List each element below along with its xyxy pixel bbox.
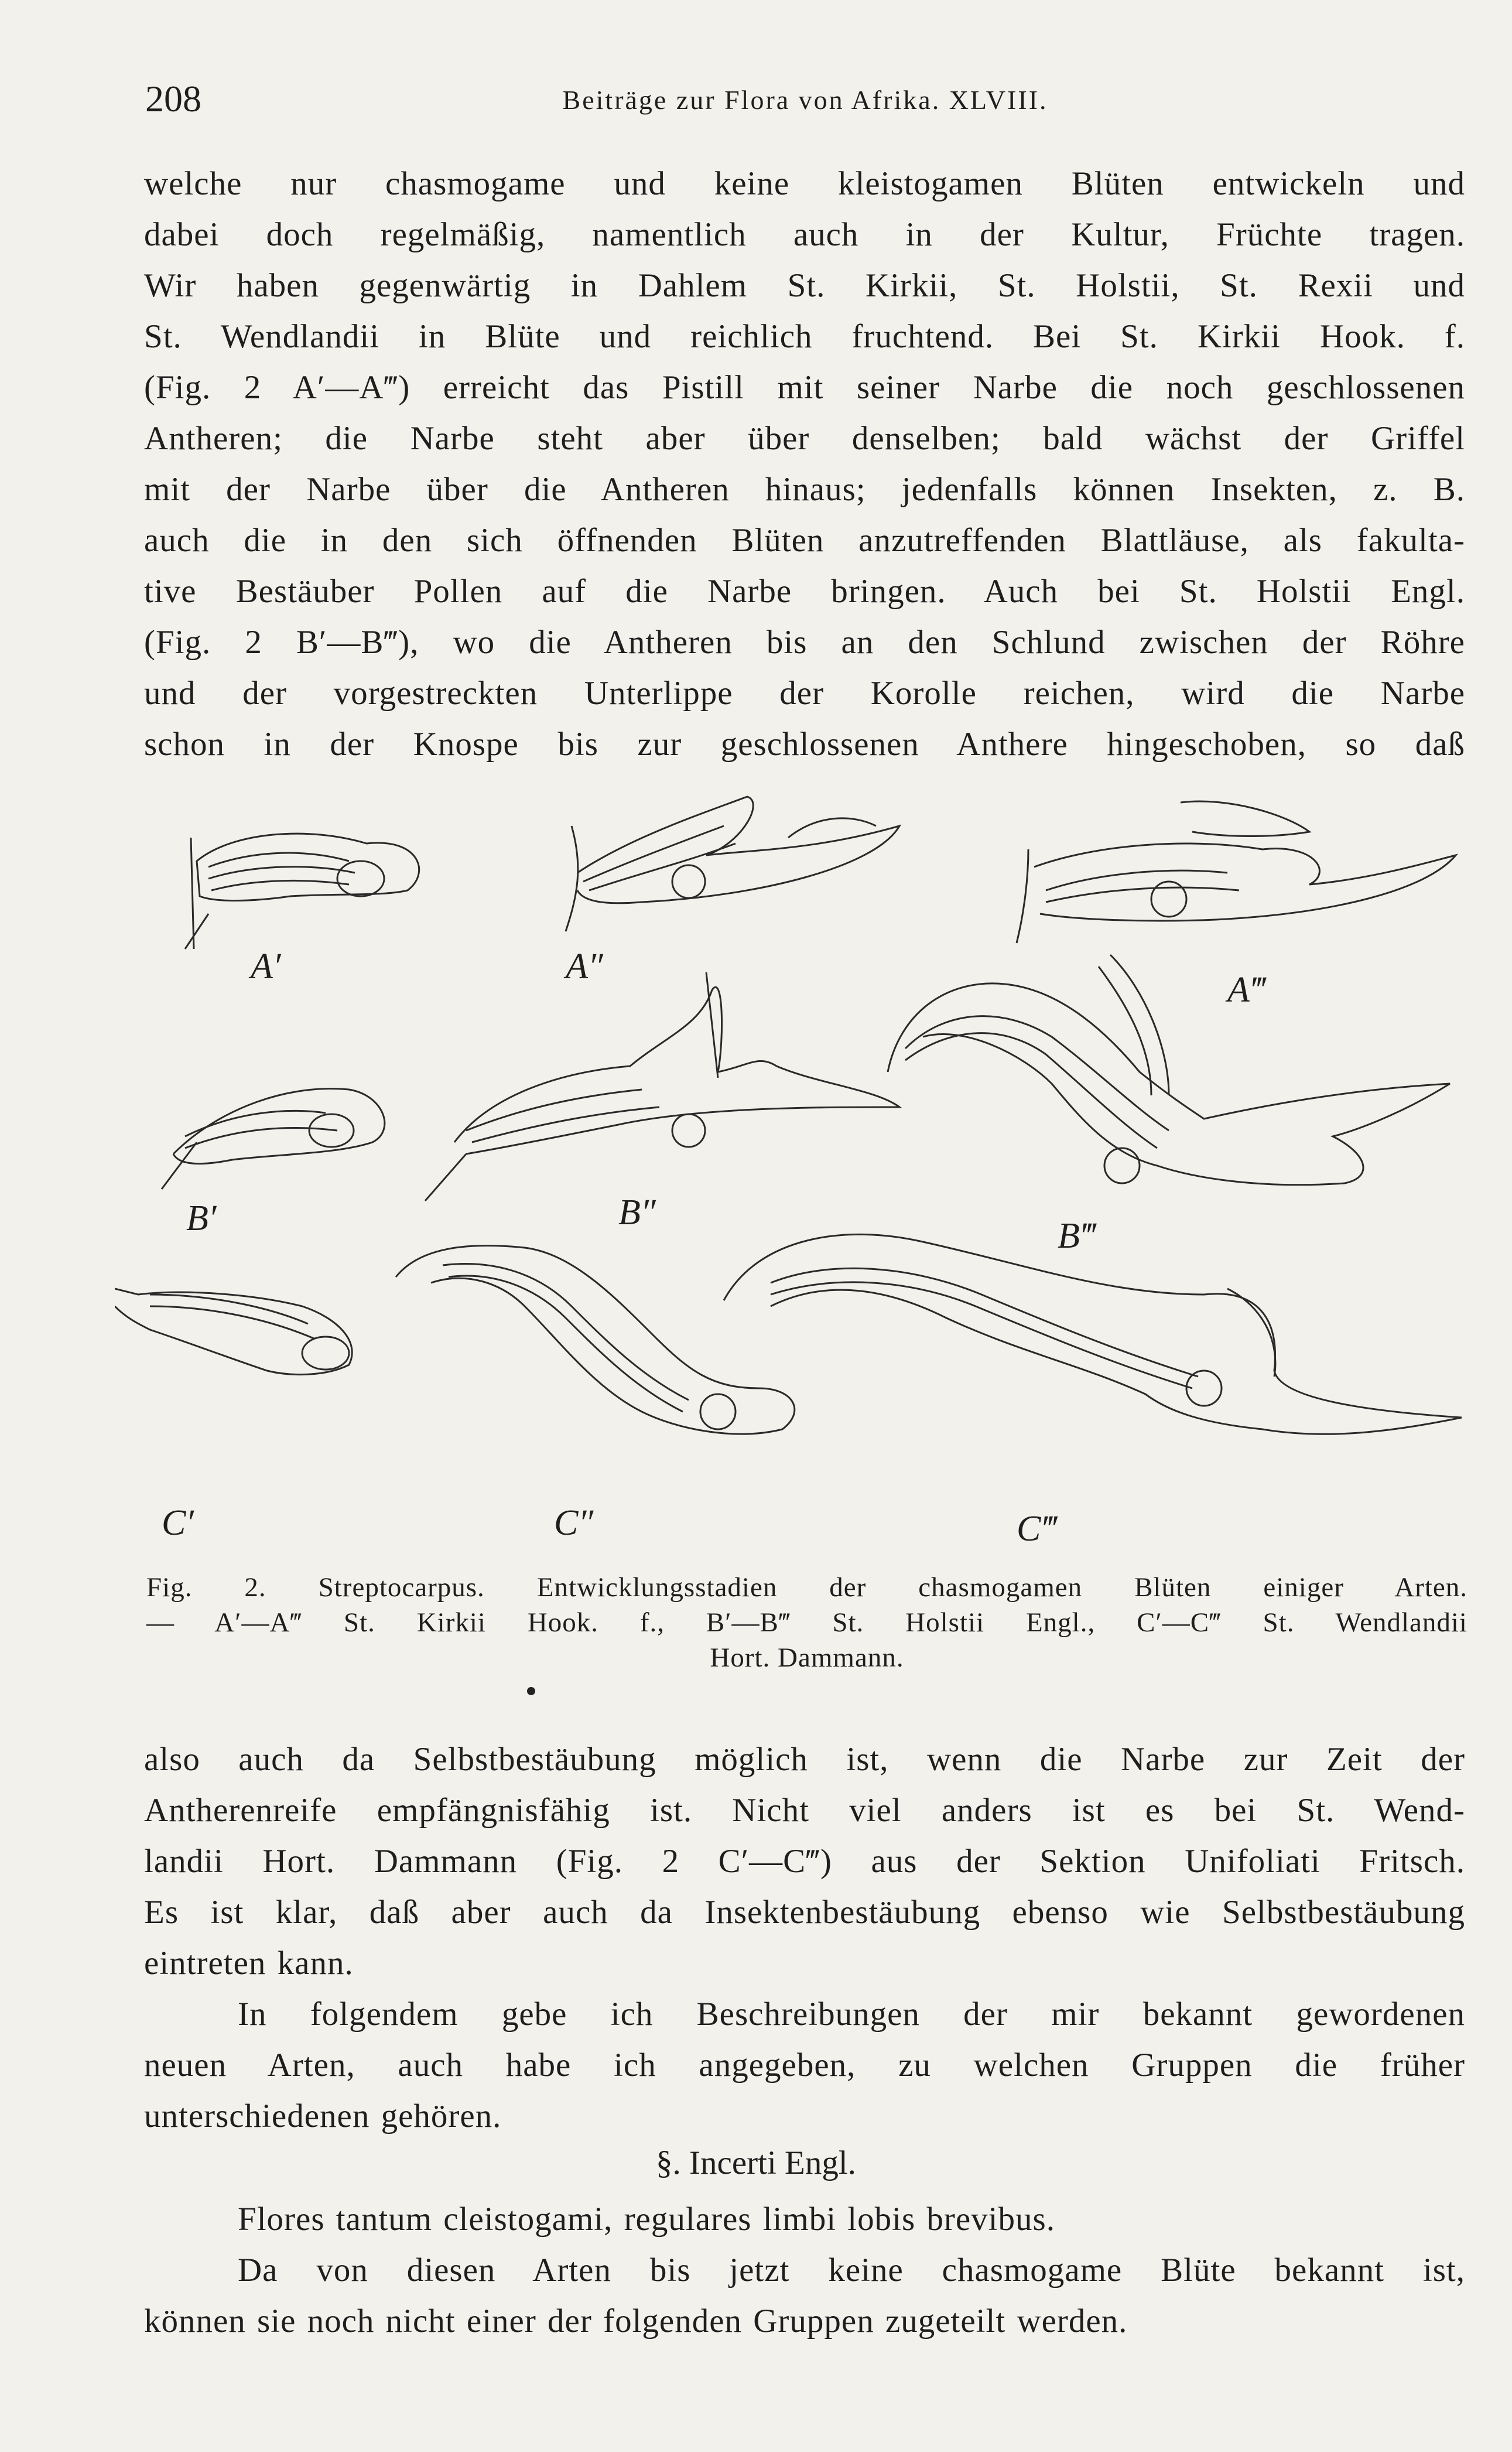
text-line: unterschiedenen gehören. [144,2098,502,2135]
print-dot [527,1687,535,1695]
text-line: und der vorgestreckten Unterlippe der Korolle reichen, wird die Narbe [144,675,1465,712]
flower-drawing-a1 [185,834,419,949]
caption-line: Fig. 2. Streptocarpus. Entwicklungsstadien der chasmogamen Blüten einiger Arten. [146,1572,1467,1603]
label-b3: B‴ [1058,1216,1095,1256]
caption-line: — A′—A‴ St. Kirkii Hook. f., B′—B‴ St. Holstii Engl., C′—C‴ St. Wendlandii [146,1607,1467,1638]
text-line: (Fig. 2 B′—B‴), wo die Antheren bis an den Schlund zwischen der Röhre [144,624,1465,661]
label-a2: A″ [566,947,603,986]
text-line: Antherenreife empfängnisfähig ist. Nicht viel anders ist es bei St. Wend- [144,1792,1465,1829]
label-c1: C′ [162,1503,194,1543]
label-a1: A′ [251,947,281,986]
text-line: (Fig. 2 A′—A‴) erreicht das Pistill mit seiner Narbe die noch geschlossenen [144,369,1465,406]
text-line: also auch da Selbstbestäubung möglich ist, wenn die Narbe zur Zeit der [144,1741,1465,1778]
flower-drawing-a2 [566,797,899,931]
section-heading: §. Incerti Engl. [656,2144,856,2181]
text-line: können sie noch nicht einer der folgenden Gruppen zugeteilt werden. [144,2303,1128,2340]
running-head: Beiträge zur Flora von Afrika. XLVIII. [562,85,1048,115]
figure-drawing [115,779,1508,1576]
text-line: St. Wendlandii in Blüte und reichlich fruchtend. Bei St. Kirkii Hook. f. [144,318,1465,355]
paragraph-3 [144,1989,1465,2142]
caption-line: Hort. Dammann. [710,1642,904,1673]
flower-drawing-b2 [425,972,899,1201]
paragraph-2 [144,1734,1465,1989]
label-c2: C″ [554,1503,594,1543]
text-line: eintreten kann. [144,1945,354,1982]
flower-drawing-c1 [115,1289,352,1375]
label-a3: A‴ [1227,970,1265,1010]
paragraph-5 [144,2245,1465,2347]
flower-drawing-b1 [162,1088,385,1189]
text-line: tive Bestäuber Pollen auf die Narbe bringen. Auch bei St. Holstii Engl. [144,573,1465,610]
text-line: schon in der Knospe bis zur geschlossenen Anthere hingeschoben, so daß [144,726,1465,763]
text-line: mit der Narbe über die Antheren hinaus; jedenfalls können Insekten, z. B. [144,471,1465,508]
text-line: Antheren; die Narbe steht aber über denselben; bald wächst der Griffel [144,420,1465,457]
flower-development-figure [115,779,1508,1576]
text-line: welche nur chasmogame und keine kleistogamen Blüten entwickeln und [144,165,1465,202]
text-line: auch die in den sich öffnenden Blüten anzutreffenden Blattläuse, als fakulta- [144,522,1465,559]
flower-drawing-c2 [396,1246,795,1435]
figure-caption [146,1570,1467,1675]
paragraph-4 [144,2194,1465,2245]
text-line: Da von diesen Arten bis jetzt keine chasmogame Blüte bekannt ist, [238,2252,1465,2289]
text-line: neuen Arten, auch habe ich angegeben, zu welchen Gruppen die früher [144,2047,1465,2084]
page-header [141,77,1470,124]
label-c3: C‴ [1017,1509,1056,1549]
label-b2: B″ [618,1193,656,1232]
text-line: dabei doch regelmäßig, namentlich auch in der Kultur, Früchte tragen. [144,216,1465,253]
text-line: landii Hort. Dammann (Fig. 2 C′—C‴) aus der Sektion Unifoliati Fritsch. [144,1843,1465,1880]
flower-drawing-b3 [888,955,1450,1185]
label-b1: B′ [186,1198,217,1238]
text-line: Es ist klar, daß aber auch da Insektenbestäubung ebenso wie Selbstbestäubung [144,1894,1465,1931]
flower-drawing-c3 [724,1234,1462,1434]
page-number: 208 [145,78,201,119]
text-line: Wir haben gegenwärtig in Dahlem St. Kirkii, St. Holstii, St. Rexii und [144,267,1465,304]
text-line: In folgendem gebe ich Beschreibungen der mir bekannt gewordenen [238,1996,1465,2033]
text-line: Flores tantum cleistogami, regulares limbi lobis brevibus. [238,2201,1055,2238]
paragraph-1 [144,158,1465,770]
flower-drawing-a3 [1017,801,1456,943]
